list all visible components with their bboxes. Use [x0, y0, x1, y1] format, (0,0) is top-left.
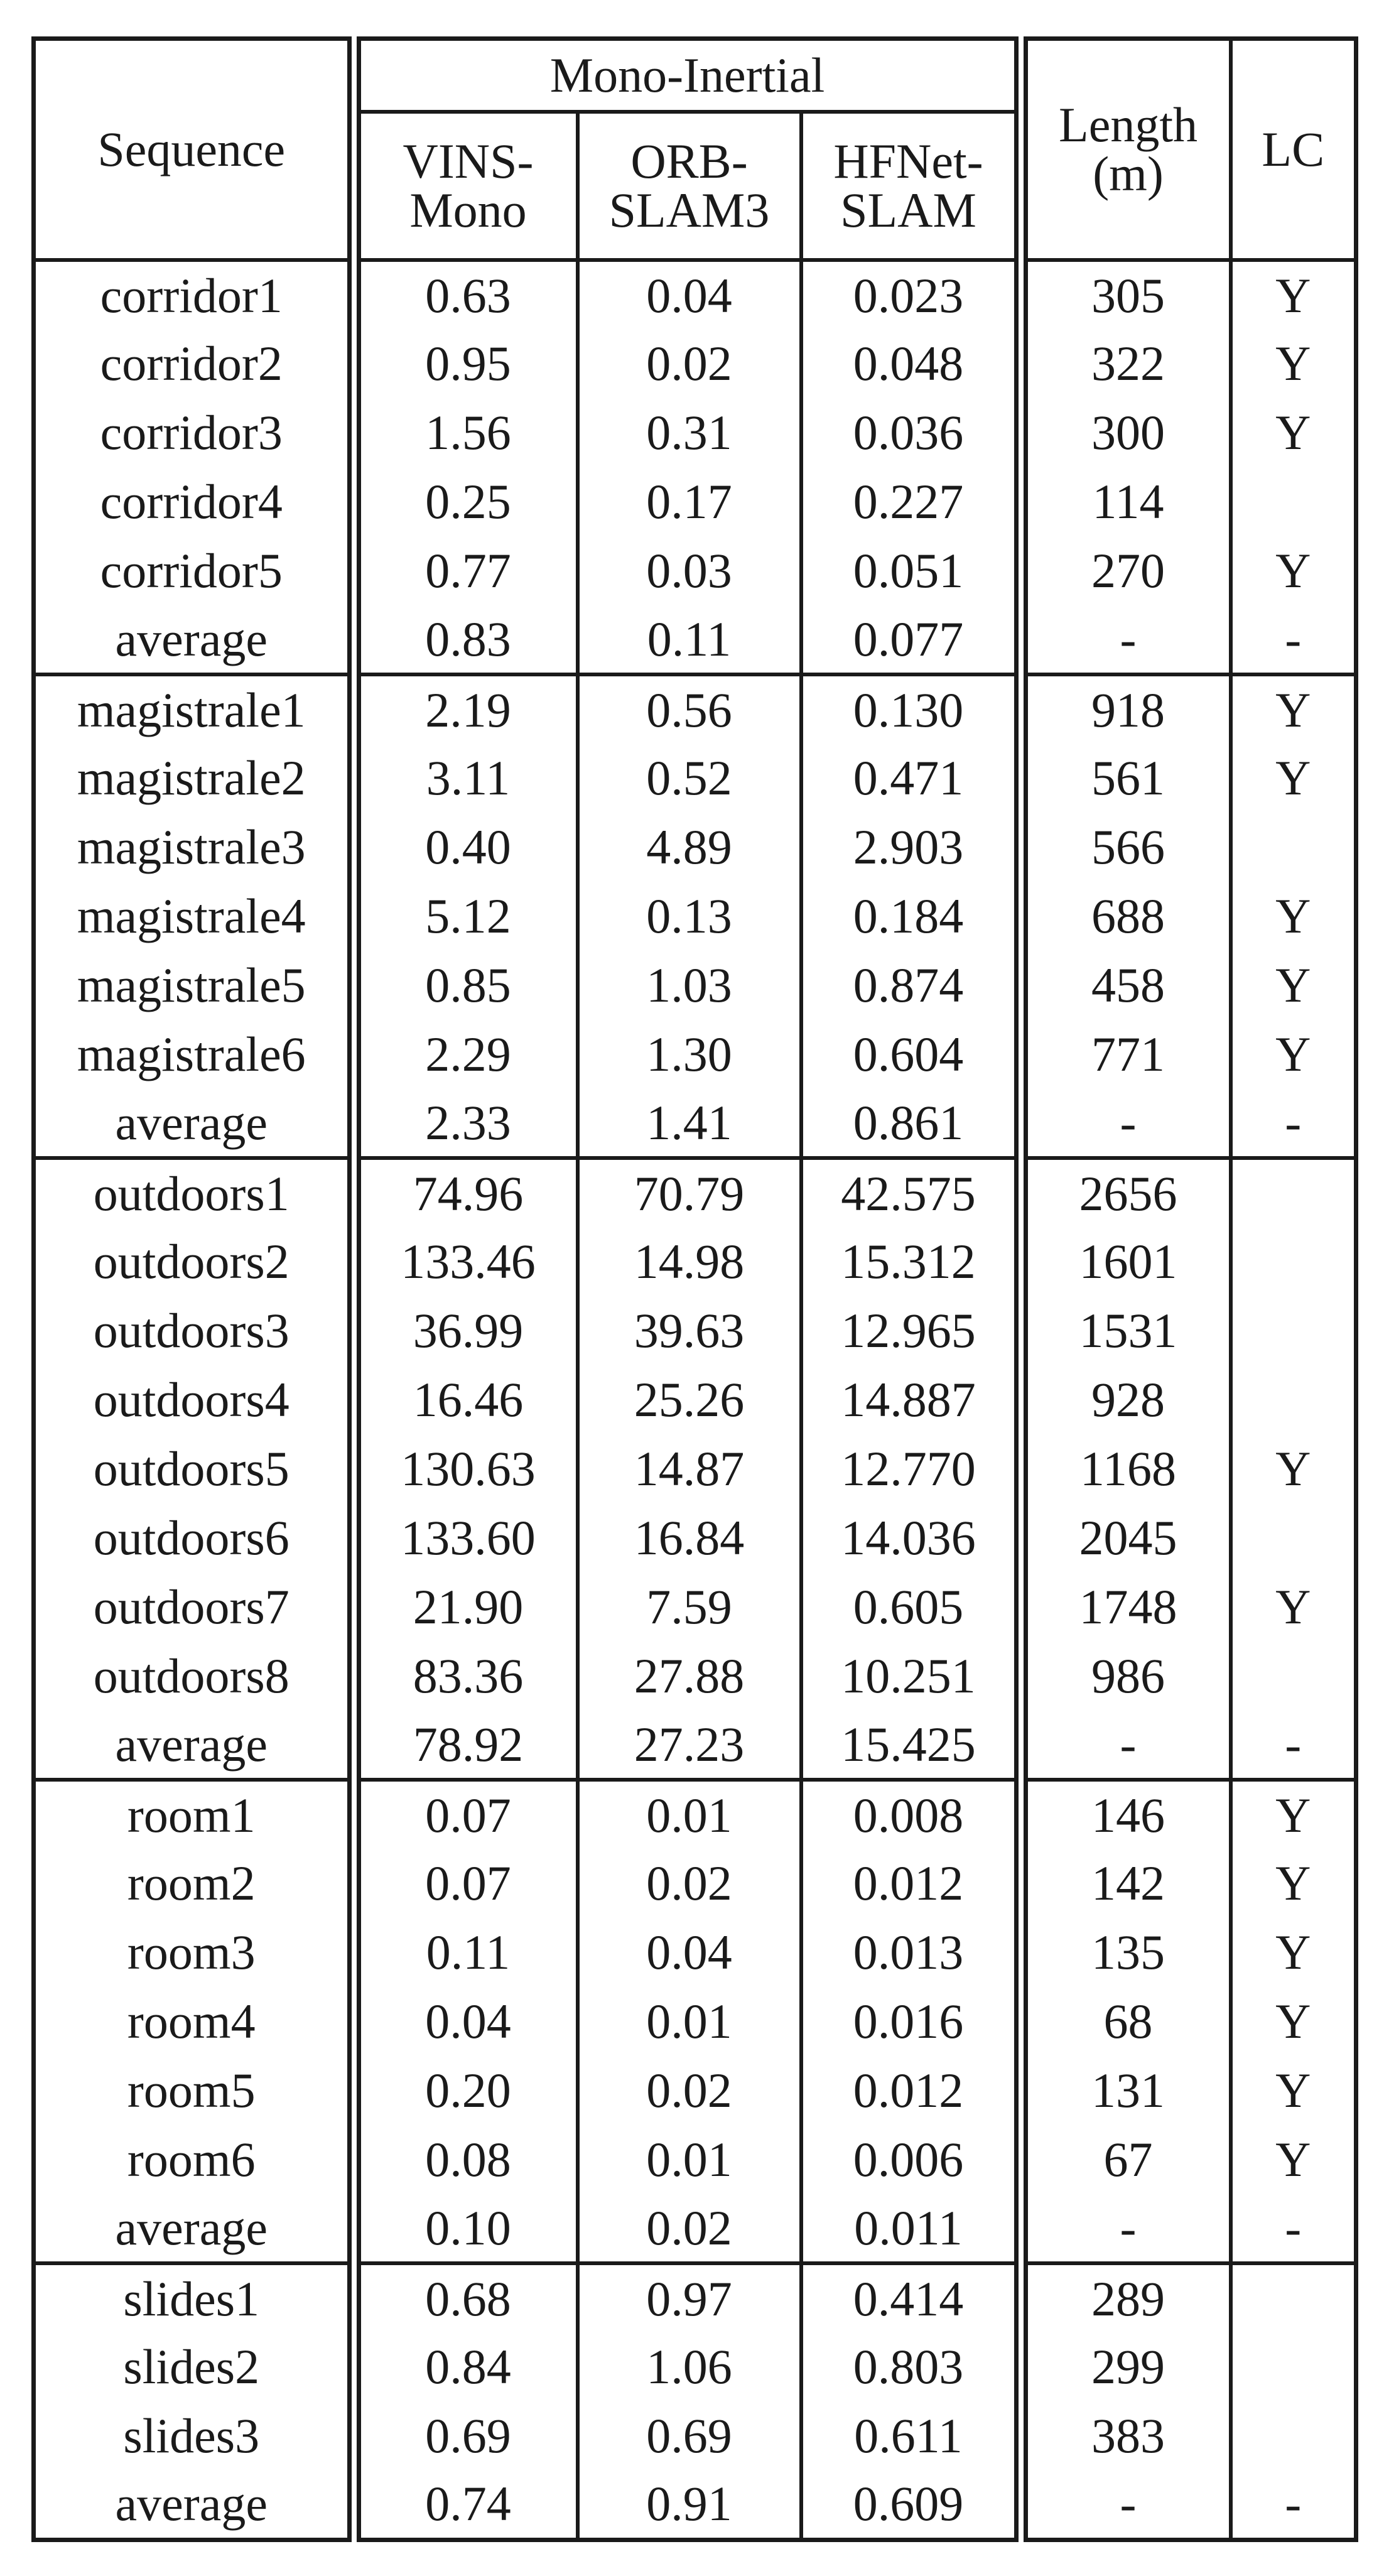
cell-length: 114 — [1021, 467, 1231, 536]
cell-vins-mono: 0.10 — [354, 2194, 578, 2263]
cell-orb-slam3: 27.88 — [578, 1642, 801, 1711]
cell-orb-slam3: 0.02 — [578, 2056, 801, 2125]
cell-lc — [1231, 1503, 1356, 1572]
cell-sequence: magistrale4 — [34, 882, 354, 951]
header-mono-inertial: Mono-Inertial — [354, 39, 1021, 112]
cell-sequence: outdoors6 — [34, 1503, 354, 1572]
cell-length: - — [1021, 1089, 1231, 1158]
header-hf-line1: HFNet- — [833, 134, 983, 188]
cell-vins-mono: 2.33 — [354, 1089, 578, 1158]
cell-sequence: magistrale1 — [34, 674, 354, 744]
cell-length: - — [1021, 1711, 1231, 1780]
cell-lc — [1231, 813, 1356, 882]
cell-orb-slam3: 0.02 — [578, 1849, 801, 1918]
cell-length: 986 — [1021, 1642, 1231, 1711]
cell-lc: Y — [1275, 958, 1311, 1012]
table-row — [34, 744, 1356, 813]
cell-hfnet-slam: 0.023 — [801, 260, 1021, 329]
cell-hfnet-slam: 14.887 — [801, 1365, 1021, 1434]
cell-orb-slam3: 7.59 — [578, 1572, 801, 1642]
cell-hfnet-slam: 0.611 — [801, 2401, 1021, 2470]
table-row — [34, 467, 1356, 536]
cell-lc: Y — [1275, 889, 1311, 943]
cell-lc: - — [1231, 605, 1356, 674]
cell-orb-slam3: 1.06 — [578, 2332, 801, 2401]
cell-orb-slam3: 0.01 — [578, 2125, 801, 2194]
cell-sequence: corridor4 — [34, 467, 354, 536]
cell-length: 2656 — [1021, 1158, 1231, 1227]
cell-lc — [1231, 1642, 1356, 1711]
table-row — [34, 260, 1356, 329]
cell-length: 2045 — [1021, 1503, 1231, 1572]
cell-vins-mono: 2.19 — [354, 674, 578, 744]
table-row — [34, 2332, 1356, 2401]
cell-sequence: average — [34, 1711, 354, 1780]
table-row — [34, 1572, 1356, 1642]
table-row — [34, 2125, 1356, 2194]
results-table — [31, 36, 1358, 2542]
cell-hfnet-slam: 0.803 — [801, 2332, 1021, 2401]
cell-vins-mono: 0.77 — [354, 536, 578, 605]
header-hfnet-slam — [801, 112, 1021, 260]
cell-hfnet-slam: 0.012 — [801, 2056, 1021, 2125]
cell-sequence: corridor5 — [34, 536, 354, 605]
table-row — [34, 1227, 1356, 1296]
cell-lc: - — [1285, 2476, 1302, 2531]
cell-hfnet-slam: 42.575 — [801, 1158, 1021, 1227]
table-header — [34, 39, 1356, 261]
table-row — [34, 882, 1356, 951]
table-row — [34, 1089, 1356, 1158]
cell-vins-mono: 0.63 — [354, 260, 578, 329]
cell-sequence: outdoors1 — [34, 1158, 354, 1227]
cell-sequence: slides1 — [34, 2263, 354, 2332]
cell-length: 299 — [1021, 2332, 1231, 2401]
cell-lc: Y — [1275, 750, 1311, 805]
cell-lc: Y — [1275, 682, 1311, 737]
cell-length: 928 — [1021, 1365, 1231, 1434]
header-orb-line2: SLAM3 — [608, 183, 770, 237]
cell-length: 68 — [1021, 1987, 1231, 2056]
cell-orb-slam3: 0.01 — [578, 1987, 801, 2056]
cell-sequence: outdoors5 — [34, 1434, 354, 1503]
cell-sequence: outdoors4 — [34, 1365, 354, 1434]
cell-lc: Y — [1275, 405, 1311, 460]
table-row — [34, 2263, 1356, 2332]
table-row — [34, 536, 1356, 605]
cell-length: 270 — [1021, 536, 1231, 605]
table-row — [34, 1987, 1356, 2056]
cell-hfnet-slam: 0.016 — [801, 1987, 1021, 2056]
header-sequence: Sequence — [34, 39, 354, 261]
cell-hfnet-slam: 0.048 — [801, 329, 1021, 398]
cell-sequence: room4 — [34, 1987, 354, 2056]
cell-hfnet-slam: 0.471 — [801, 744, 1021, 813]
cell-vins-mono: 0.68 — [354, 2263, 578, 2332]
cell-length: 458 — [1021, 951, 1231, 1020]
cell-vins-mono: 130.63 — [354, 1434, 578, 1503]
cell-orb-slam3: 25.26 — [578, 1365, 801, 1434]
cell-hfnet-slam: 0.861 — [801, 1089, 1021, 1158]
cell-sequence: outdoors2 — [34, 1227, 354, 1296]
cell-hfnet-slam: 0.130 — [801, 674, 1021, 744]
cell-hfnet-slam: 12.770 — [801, 1434, 1021, 1503]
cell-vins-mono: 3.11 — [354, 744, 578, 813]
header-vins-line1: VINS- — [403, 134, 534, 188]
cell-lc — [1231, 467, 1356, 536]
cell-length: 1168 — [1021, 1434, 1231, 1503]
table-row — [34, 1434, 1356, 1503]
cell-length: 771 — [1021, 1020, 1231, 1089]
cell-hfnet-slam: 0.036 — [801, 398, 1021, 467]
cell-sequence: average — [34, 605, 354, 674]
table-row — [34, 2470, 1356, 2540]
cell-hfnet-slam: 10.251 — [801, 1642, 1021, 1711]
cell-orb-slam3: 0.13 — [578, 882, 801, 951]
cell-lc: Y — [1275, 1994, 1311, 2048]
header-length — [1021, 39, 1231, 261]
cell-sequence: slides2 — [34, 2332, 354, 2401]
cell-vins-mono: 2.29 — [354, 1020, 578, 1089]
cell-hfnet-slam: 0.008 — [801, 1780, 1021, 1849]
table-row — [34, 1711, 1356, 1780]
table-row — [34, 1020, 1356, 1089]
table-row — [34, 1849, 1356, 1918]
cell-length: - — [1021, 2194, 1231, 2263]
cell-vins-mono: 0.25 — [354, 467, 578, 536]
table-row — [34, 1158, 1356, 1227]
cell-hfnet-slam: 15.425 — [801, 1711, 1021, 1780]
cell-vins-mono: 0.08 — [354, 2125, 578, 2194]
cell-orb-slam3: 0.17 — [578, 467, 801, 536]
table-row — [34, 2056, 1356, 2125]
cell-orb-slam3: 27.23 — [578, 1711, 801, 1780]
header-lc: LC — [1231, 39, 1356, 261]
cell-sequence: magistrale6 — [34, 1020, 354, 1089]
cell-hfnet-slam: 0.051 — [801, 536, 1021, 605]
header-length-line2: (m) — [1093, 146, 1164, 201]
table-row — [34, 1642, 1356, 1711]
cell-orb-slam3: 16.84 — [578, 1503, 801, 1572]
cell-sequence: room5 — [34, 2056, 354, 2125]
cell-vins-mono: 83.36 — [354, 1642, 578, 1711]
cell-sequence: corridor2 — [34, 329, 354, 398]
cell-hfnet-slam: 2.903 — [801, 813, 1021, 882]
cell-hfnet-slam: 15.312 — [801, 1227, 1021, 1296]
cell-lc — [1231, 2332, 1356, 2401]
cell-vins-mono: 0.84 — [354, 2332, 578, 2401]
header-orb-slam3 — [578, 112, 801, 260]
cell-orb-slam3: 0.04 — [578, 260, 801, 329]
cell-lc — [1231, 2401, 1356, 2470]
cell-length: 1531 — [1021, 1296, 1231, 1365]
cell-orb-slam3: 14.98 — [578, 1227, 801, 1296]
header-hf-line2: SLAM — [840, 183, 976, 237]
cell-lc — [1231, 1227, 1356, 1296]
cell-orb-slam3: 1.41 — [578, 1089, 801, 1158]
cell-hfnet-slam: 12.965 — [801, 1296, 1021, 1365]
cell-vins-mono: 1.56 — [354, 398, 578, 467]
cell-sequence: average — [34, 1089, 354, 1158]
cell-orb-slam3: 0.02 — [578, 329, 801, 398]
cell-sequence: outdoors7 — [34, 1572, 354, 1642]
cell-length: 305 — [1021, 260, 1231, 329]
cell-hfnet-slam: 0.874 — [801, 951, 1021, 1020]
cell-orb-slam3: 1.30 — [578, 1020, 801, 1089]
cell-vins-mono: 21.90 — [354, 1572, 578, 1642]
cell-lc: - — [1231, 1711, 1356, 1780]
cell-orb-slam3: 0.69 — [578, 2401, 801, 2470]
cell-orb-slam3: 0.31 — [578, 398, 801, 467]
cell-length: 289 — [1021, 2263, 1231, 2332]
cell-orb-slam3: 0.52 — [578, 744, 801, 813]
cell-vins-mono: 78.92 — [354, 1711, 578, 1780]
cell-lc: Y — [1275, 1787, 1311, 1843]
table-row — [34, 1780, 1356, 1849]
cell-vins-mono: 36.99 — [354, 1296, 578, 1365]
cell-orb-slam3: 0.56 — [578, 674, 801, 744]
cell-hfnet-slam: 0.604 — [801, 1020, 1021, 1089]
cell-orb-slam3: 14.87 — [578, 1434, 801, 1503]
cell-vins-mono: 0.07 — [354, 1849, 578, 1918]
cell-orb-slam3: 4.89 — [578, 813, 801, 882]
table-row — [34, 1296, 1356, 1365]
cell-hfnet-slam: 0.006 — [801, 2125, 1021, 2194]
table-row — [34, 2401, 1356, 2470]
cell-hfnet-slam: 0.077 — [801, 605, 1021, 674]
cell-orb-slam3: 0.04 — [578, 1918, 801, 1987]
cell-lc: Y — [1275, 2132, 1311, 2187]
cell-length: 300 — [1021, 398, 1231, 467]
cell-length: 688 — [1021, 882, 1231, 951]
table-row — [34, 398, 1356, 467]
cell-orb-slam3: 0.11 — [578, 605, 801, 674]
cell-sequence: corridor1 — [34, 260, 354, 329]
cell-lc: Y — [1275, 2063, 1311, 2118]
cell-orb-slam3: 39.63 — [578, 1296, 801, 1365]
cell-lc — [1231, 1296, 1356, 1365]
table-row — [34, 329, 1356, 398]
cell-vins-mono: 0.85 — [354, 951, 578, 1020]
cell-hfnet-slam: 0.605 — [801, 1572, 1021, 1642]
cell-length: 146 — [1021, 1780, 1231, 1849]
table-row — [34, 813, 1356, 882]
cell-vins-mono: 133.60 — [354, 1503, 578, 1572]
cell-length: 1601 — [1021, 1227, 1231, 1296]
cell-length: 561 — [1021, 744, 1231, 813]
cell-lc: Y — [1275, 543, 1311, 598]
header-vins-mono — [354, 112, 578, 260]
table-row — [34, 1503, 1356, 1572]
cell-orb-slam3: 0.03 — [578, 536, 801, 605]
cell-hfnet-slam: 0.013 — [801, 1918, 1021, 1987]
cell-length: 131 — [1021, 2056, 1231, 2125]
cell-orb-slam3: 0.02 — [578, 2194, 801, 2263]
cell-length: 135 — [1021, 1918, 1231, 1987]
cell-sequence: room6 — [34, 2125, 354, 2194]
cell-vins-mono: 16.46 — [354, 1365, 578, 1434]
cell-vins-mono: 0.95 — [354, 329, 578, 398]
cell-vins-mono: 0.11 — [354, 1918, 578, 1987]
header-vins-line2: Mono — [409, 183, 527, 237]
cell-sequence: corridor3 — [34, 398, 354, 467]
cell-hfnet-slam: 0.011 — [801, 2194, 1021, 2263]
cell-hfnet-slam: 0.184 — [801, 882, 1021, 951]
cell-vins-mono: 74.96 — [354, 1158, 578, 1227]
cell-vins-mono: 0.07 — [354, 1780, 578, 1849]
cell-vins-mono: 5.12 — [354, 882, 578, 951]
cell-orb-slam3: 0.01 — [578, 1780, 801, 1849]
header-length-line1: Length — [1059, 97, 1197, 152]
header-orb-line1: ORB- — [630, 134, 748, 188]
cell-vins-mono: 0.20 — [354, 2056, 578, 2125]
table-row — [34, 1918, 1356, 1987]
cell-sequence: outdoors3 — [34, 1296, 354, 1365]
table-row — [34, 2194, 1356, 2263]
table-row — [34, 1365, 1356, 1434]
cell-lc: - — [1231, 2194, 1356, 2263]
cell-lc — [1231, 1158, 1356, 1227]
cell-lc: - — [1231, 1089, 1356, 1158]
cell-lc: Y — [1275, 1856, 1311, 1910]
cell-hfnet-slam: 14.036 — [801, 1503, 1021, 1572]
cell-vins-mono: 0.74 — [354, 2470, 578, 2540]
cell-sequence: magistrale2 — [34, 744, 354, 813]
cell-lc: Y — [1275, 336, 1311, 391]
table-body — [34, 260, 1356, 2540]
cell-vins-mono: 0.40 — [354, 813, 578, 882]
cell-lc: Y — [1275, 1579, 1311, 1634]
cell-sequence: magistrale5 — [34, 951, 354, 1020]
cell-vins-mono: 0.69 — [354, 2401, 578, 2470]
cell-vins-mono: 0.04 — [354, 1987, 578, 2056]
cell-length: 322 — [1021, 329, 1231, 398]
cell-hfnet-slam: 0.227 — [801, 467, 1021, 536]
cell-sequence: room2 — [34, 1849, 354, 1918]
cell-length: - — [1021, 605, 1231, 674]
cell-vins-mono: 0.83 — [354, 605, 578, 674]
cell-lc — [1231, 1365, 1356, 1434]
cell-length: 1748 — [1021, 1572, 1231, 1642]
cell-orb-slam3: 0.97 — [578, 2263, 801, 2332]
cell-lc: Y — [1275, 1441, 1311, 1496]
cell-sequence: average — [34, 2194, 354, 2263]
cell-hfnet-slam: 0.609 — [801, 2470, 1021, 2540]
cell-orb-slam3: 70.79 — [578, 1158, 801, 1227]
cell-length: 566 — [1021, 813, 1231, 882]
cell-sequence: room3 — [34, 1918, 354, 1987]
cell-orb-slam3: 1.03 — [578, 951, 801, 1020]
cell-sequence: magistrale3 — [34, 813, 354, 882]
cell-hfnet-slam: 0.414 — [801, 2263, 1021, 2332]
table-row — [34, 951, 1356, 1020]
cell-sequence: average — [34, 2470, 354, 2540]
cell-lc: Y — [1275, 1925, 1311, 1979]
cell-length: 918 — [1021, 674, 1231, 744]
cell-length: 67 — [1021, 2125, 1231, 2194]
cell-lc: Y — [1275, 268, 1311, 323]
cell-orb-slam3: 0.91 — [578, 2470, 801, 2540]
cell-lc: Y — [1275, 1027, 1311, 1081]
cell-vins-mono: 133.46 — [354, 1227, 578, 1296]
cell-length: - — [1021, 2470, 1231, 2540]
cell-sequence: room1 — [34, 1780, 354, 1849]
cell-length: 142 — [1021, 1849, 1231, 1918]
cell-sequence: slides3 — [34, 2401, 354, 2470]
table-row — [34, 605, 1356, 674]
cell-lc — [1231, 2263, 1356, 2332]
cell-length: 383 — [1021, 2401, 1231, 2470]
cell-hfnet-slam: 0.012 — [801, 1849, 1021, 1918]
table-row — [34, 674, 1356, 744]
cell-sequence: outdoors8 — [34, 1642, 354, 1711]
